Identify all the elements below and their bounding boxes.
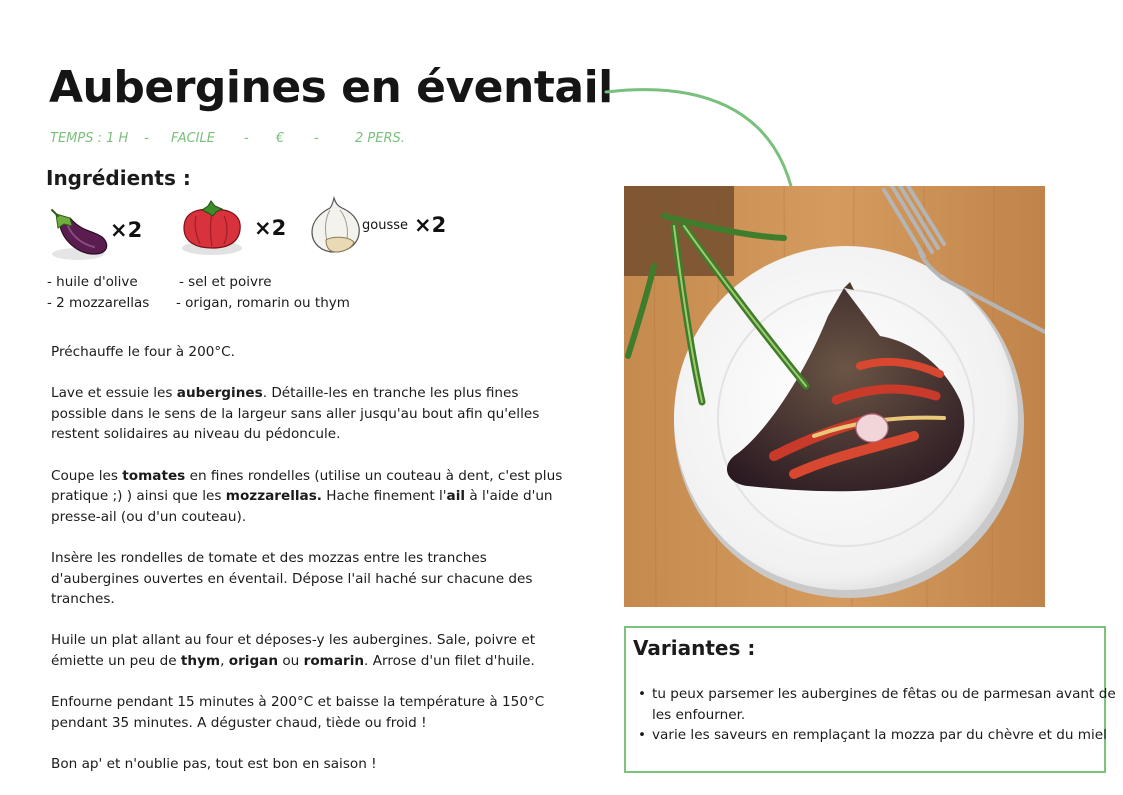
list-item: • tu peux parsemer les aubergines de fêtas ou de parmesan avant de les enfourner. (638, 684, 1122, 725)
extra-ingredient: - sel et poivre (179, 274, 272, 290)
recipe-title: Aubergines en éventail (49, 62, 613, 113)
eggplant-icon (48, 204, 112, 264)
extra-ingredient: - 2 mozzarellas (47, 295, 150, 311)
bold-ingredient: aubergines (176, 385, 263, 402)
step-text: Bon ap' et n'oublie pas, tout est bon en saison ! (51, 755, 377, 772)
bold-ingredient: ail (446, 488, 466, 505)
bold-ingredient: tomates (122, 467, 186, 484)
step-text: ou (278, 652, 304, 669)
variantes-list (638, 684, 1122, 746)
step-paragraph (51, 692, 566, 733)
extra-ingredient: - huile d'olive (47, 274, 138, 290)
quantity-label: ×2 (110, 218, 143, 242)
step-paragraph (51, 754, 566, 775)
step-text: . Détaille-les en tranche les plus fines possible dans le sens de la largeur sans aller jusqu'au bout afin qu'elles restent solidaires au niveau du pédoncule. (51, 385, 540, 443)
bold-ingredient: romarin (303, 652, 365, 669)
variantes-box (624, 626, 1116, 773)
quantity-label: ×2 (254, 216, 287, 240)
bold-ingredient: thym (180, 652, 221, 669)
step-text: Huile un plat allant au four et déposes-y les aubergines. Sale, poivre et émiette un peu de (51, 632, 536, 669)
recipe-steps (51, 342, 566, 795)
bold-ingredient: origan (228, 652, 279, 669)
step-paragraph (51, 342, 566, 363)
meta-difficulty: FACILE (171, 131, 215, 146)
step-paragraph (51, 630, 566, 671)
step-paragraph (51, 383, 566, 445)
step-text: Coupe les (51, 467, 123, 484)
step-text: Insère les rondelles de tomate et des mozzas entre les tranches d'aubergines ouvertes en éventail. Dépose l'ail haché sur chacune des tranches. (51, 549, 533, 608)
meta-servings: 2 PERS. (355, 131, 405, 146)
step-text: Enfourne pendant 15 minutes à 200°C et baisse la température à 150°C pendant 35 minutes. A déguster chaud, tiède ou froid ! (51, 694, 545, 731)
garlic-unit-label: gousse (362, 218, 408, 233)
bold-ingredient: mozzarellas. (225, 488, 322, 505)
step-text: . Arrose d'un filet d'huile. (364, 652, 535, 669)
meta-separator: - (144, 131, 149, 146)
list-item: • varie les saveurs en remplaçant la mozza par du chèvre et du miel (638, 725, 1122, 746)
quantity-label: ×2 (414, 213, 447, 237)
step-paragraph (51, 548, 566, 610)
step-text: Lave et essuie les (51, 385, 177, 402)
step-paragraph (51, 466, 566, 528)
meta-time: TEMPS : 1 H (50, 131, 129, 146)
variantes-heading: Variantes : (633, 636, 756, 660)
meta-price: € (276, 131, 285, 146)
tomato-icon (178, 200, 246, 260)
dish-photo (624, 186, 1045, 607)
step-text: à l'aide d'un presse-ail (ou d'un couteau). (51, 488, 553, 525)
meta-separator: - (314, 131, 319, 146)
step-text: Hache finement l' (321, 488, 447, 505)
extra-ingredient: - origan, romarin ou thym (176, 295, 350, 311)
step-text: Préchauffe le four à 200°C. (51, 344, 235, 360)
ingredients-heading: Ingrédients : (46, 166, 191, 190)
step-text: , (220, 652, 229, 669)
garlic-icon (308, 196, 364, 254)
meta-separator: - (244, 131, 249, 146)
step-text: en fines rondelles (utilise un couteau à dent, c'est plus pratique ;) ) ainsi que les (51, 467, 563, 505)
